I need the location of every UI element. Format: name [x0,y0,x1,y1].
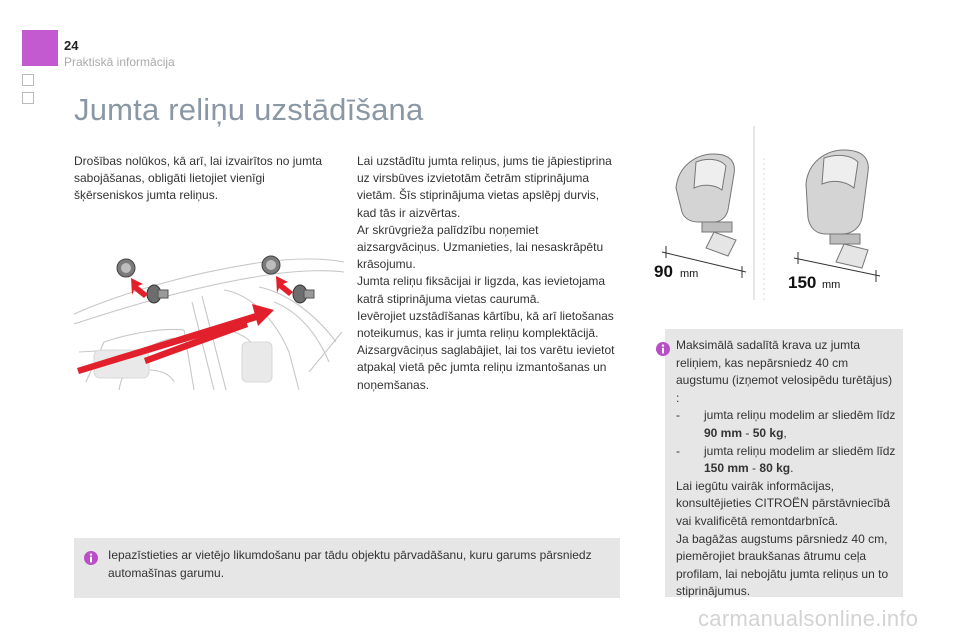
rack-size-label-150: 150 [788,273,817,292]
list-dash: - [676,408,680,423]
load-limit-weight: 80 kg [759,461,791,476]
roof-rack-sizes-illustration [636,118,902,300]
page-title: Jumta reliņu uzstādīšana [74,92,424,127]
load-limit-text: jumta reliņu modelim ar sliedēm līdz [704,408,896,423]
load-limit-length: 150 mm [704,461,749,476]
load-limit-punctuation: , [783,425,787,440]
instructions-text [357,153,619,394]
rack-size-unit: mm [680,268,699,280]
load-limit-text: jumta reliņu modelim ar sliedēm līdz [704,443,896,458]
chapter-tab-square [22,92,34,104]
list-dash: - [676,443,680,458]
instruction-paragraph: Lai uzstādītu jumta reliņus, jums tie jāpiestiprina uz virsbūves izvietotām četrām stiprinājuma vietām. Šīs stiprinājuma vietas apslēpj durvis, kad tās ir aizvērtas. [357,154,612,220]
instruction-paragraph: Jumta reliņu fiksācijai ir ligzda, kas ievietojama katrā stiprinājuma vietas caurumā. [357,274,606,306]
law-info-text: Iepazīstieties ar vietējo likumdošanu par tādu objektu pārvadāšanu, kuru garums pārsniedz automašīnas garumu. [108,548,592,580]
load-limit-length: 90 mm [704,425,743,440]
load-info-intro: Maksimālā sadalītā krava uz jumta reliņiem, kas nepārsniedz 40 cm augstumu (izņemot velosipēdu turētājus) : [676,338,893,405]
more-info-text: Lai iegūtu vairāk informācijas, konsultējieties CITROËN pārstāvniecībā vai kvalificētā remontdarbnīcā. [676,478,891,528]
info-icon [84,551,98,565]
instruction-paragraph: Ar skrūvgrieža palīdzību noņemiet aizsargvāciņus. Uzmanieties, lai nesaskrāpētu krāsojumu. [357,222,604,272]
load-info-text [676,337,898,601]
chapter-tab-block [22,30,58,66]
page-number: 24 [64,38,79,53]
mounting-points-illustration [74,232,344,390]
load-limit-item [676,407,898,442]
rack-size-unit: mm [822,279,841,291]
load-limit-weight: 50 kg [752,425,784,440]
load-limit-separator: - [745,425,750,440]
intro-text: Drošības nolūkos, kā arī, lai izvairītos no jumta sabojāšanas, obligāti lietojiet vienīgi šķērseniskos jumta reliņus. [74,154,323,203]
instruction-paragraph: Aizsargvāciņus saglabājiet, lai tos varētu ievietot atpakaļ vietā pēc jumta reliņu izmantošanas un noņemšanas. [357,343,615,392]
load-limit-item [676,443,898,478]
load-limit-punctuation: . [790,461,794,476]
info-icon [656,342,670,356]
watermark: carmanualsonline.info [698,606,919,631]
speed-note-text: Ja bagāžas augstums pārsniedz 40 cm, piemērojiet braukšanas ātrumu ceļa profilam, lai nebojātu jumta reliņus un to stiprinājumus. [676,531,889,599]
law-info-box [74,538,620,598]
chapter-tab-square [22,74,34,86]
rack-size-label-90: 90 [654,262,673,281]
load-limit-separator: - [752,461,757,476]
load-info-box [665,329,903,597]
section-name: Praktiskā informācija [64,55,175,69]
instruction-paragraph: Ievērojiet uzstādīšanas kārtību, kā arī lietošanas noteikumus, kas ir jumta reliņu komplektācijā. [357,308,614,341]
